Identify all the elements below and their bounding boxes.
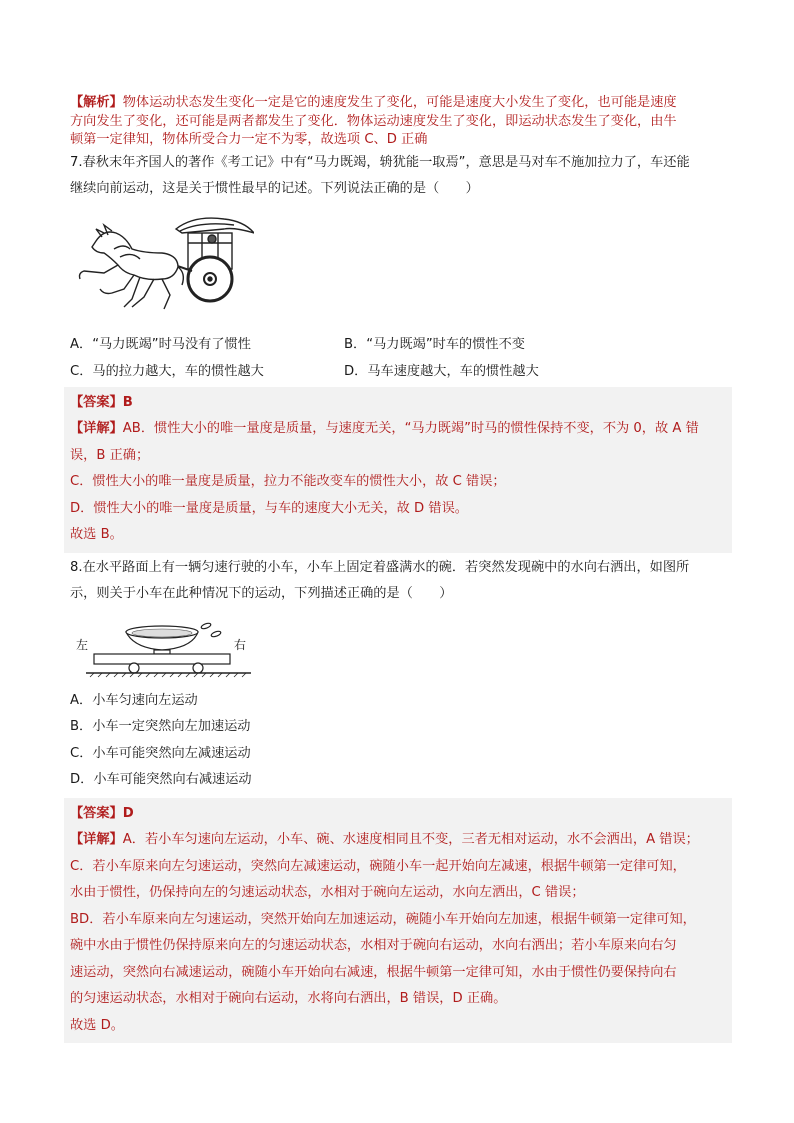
analysis-line-3: 顿第一定律知，物体所受合力一定不为零，故选项 C、D 正确 (70, 132, 428, 147)
q8-option-a: A．小车匀速向左运动 (70, 692, 198, 708)
document-page (70, 94, 726, 1043)
q7-answer: 【答案】B (70, 394, 133, 410)
q7-option-b: B．“马力既竭”时车的惯性不变 (344, 336, 525, 352)
q8-detail-line-5: 碗中水由于惯性仍保持原来向左的匀速运动状态，水相对于碗向右运动，水向右洒出；若小车原来向右匀 (70, 938, 677, 953)
q7-stem-line-2: 继续向前运动，这是关于惯性最早的记述。下列说法正确的是（ ） (70, 181, 479, 196)
q7-detail-line-1: 【详解】AB．惯性大小的唯一量度是质量，与速度无关，“马力既竭”时马的惯性保持不变，不为 0，故 A 错 (70, 421, 699, 436)
q8-detail-line-7: 的匀速运动状态，水相对于碗向右运动，水将向右洒出，B 错误，D 正确。 (70, 991, 507, 1006)
top-analysis (70, 94, 726, 150)
q8-detail-line-6: 速运动，突然向右减速运动，碗随小车开始向右减速，根据牛顿第一定律可知，水由于惯性仍要保持向右 (70, 964, 677, 980)
analysis-line-1: 【解析】物体运动状态发生变化一定是它的速度发生了变化，可能是速度大小发生了变化，也可能是速度 (70, 95, 677, 110)
q7-conclusion: 故选 B。 (70, 527, 123, 542)
q8-answer: 【答案】D (70, 805, 134, 821)
q8-option-c: C．小车可能突然向左减速运动 (70, 745, 251, 761)
q7-options (70, 333, 726, 379)
q8-stem-line-2: 示，则关于小车在此种情况下的运动，下列描述正确的是（ ） (70, 586, 453, 601)
analysis-line-2: 方向发生了变化，还可能是两者都发生了变化．物体运动速度发生了变化，即运动状态发生了变化，由牛 (70, 113, 677, 129)
q7-option-c: C．马的拉力越大，车的惯性越大 (70, 363, 264, 379)
q8-solution-box (64, 798, 732, 1044)
q8-options (70, 688, 726, 794)
figure-label-left: 左 (76, 637, 89, 652)
figure-label-right: 右 (234, 637, 247, 652)
q8-detail-line-1: 【详解】A．若小车匀速向左运动，小车、碗、水速度相同且不变，三者无相对运动，水不会洒出，A 错误； (70, 832, 699, 847)
q8-option-d: D．小车可能突然向右减速运动 (70, 772, 252, 787)
analysis-tag: 【解析】 (70, 95, 123, 110)
q8-detail-line-4: BD．若小车原来向左匀速运动，突然开始向左加速运动，碗随小车开始向左加速，根据牛顿第一定律可知， (70, 911, 696, 927)
q7-detail-line-4: D．惯性大小的唯一量度是质量，与车的速度大小无关，故 D 错误。 (70, 500, 468, 516)
q8-conclusion: 故选 D。 (70, 1017, 124, 1033)
q7-stem-line-1: 7.春秋末年齐国人的著作《考工记》中有“马力既竭，辀犹能一取焉”，意思是马对车不施加拉力了，车还能 (70, 154, 690, 170)
q7-solution-box (64, 387, 732, 553)
q8-detail-line-3: 水由于惯性，仍保持向左的匀速运动状态，水相对于碗向左运动，水向左洒出，C 错误； (70, 885, 585, 900)
q7-detail-line-3: C．惯性大小的唯一量度是质量，拉力不能改变车的惯性大小，故 C 错误； (70, 474, 506, 489)
cart-figure (76, 616, 251, 678)
q7-option-d: D．马车速度越大，车的惯性越大 (344, 363, 539, 379)
q8-detail-line-2: C．若小车原来向左匀速运动，突然向左减速运动，碗随小车一起开始向左减速，根据牛顿第一定律可知， (70, 858, 686, 874)
chariot-illustration (74, 209, 254, 315)
q8-stem-line-1: 8.在水平路面上有一辆匀速行驶的小车，小车上固定着盛满水的碗．若突然发现碗中的水向右洒出，如图所 (70, 559, 690, 575)
q7-option-a: A．“马力既竭”时马没有了惯性 (70, 336, 251, 352)
q7-detail-line-2: 误，B 正确； (70, 447, 150, 463)
cart-illustration (76, 616, 251, 678)
question-7 (70, 150, 726, 553)
question-8 (70, 555, 726, 1044)
q8-option-b: B．小车一定突然向左加速运动 (70, 719, 251, 734)
